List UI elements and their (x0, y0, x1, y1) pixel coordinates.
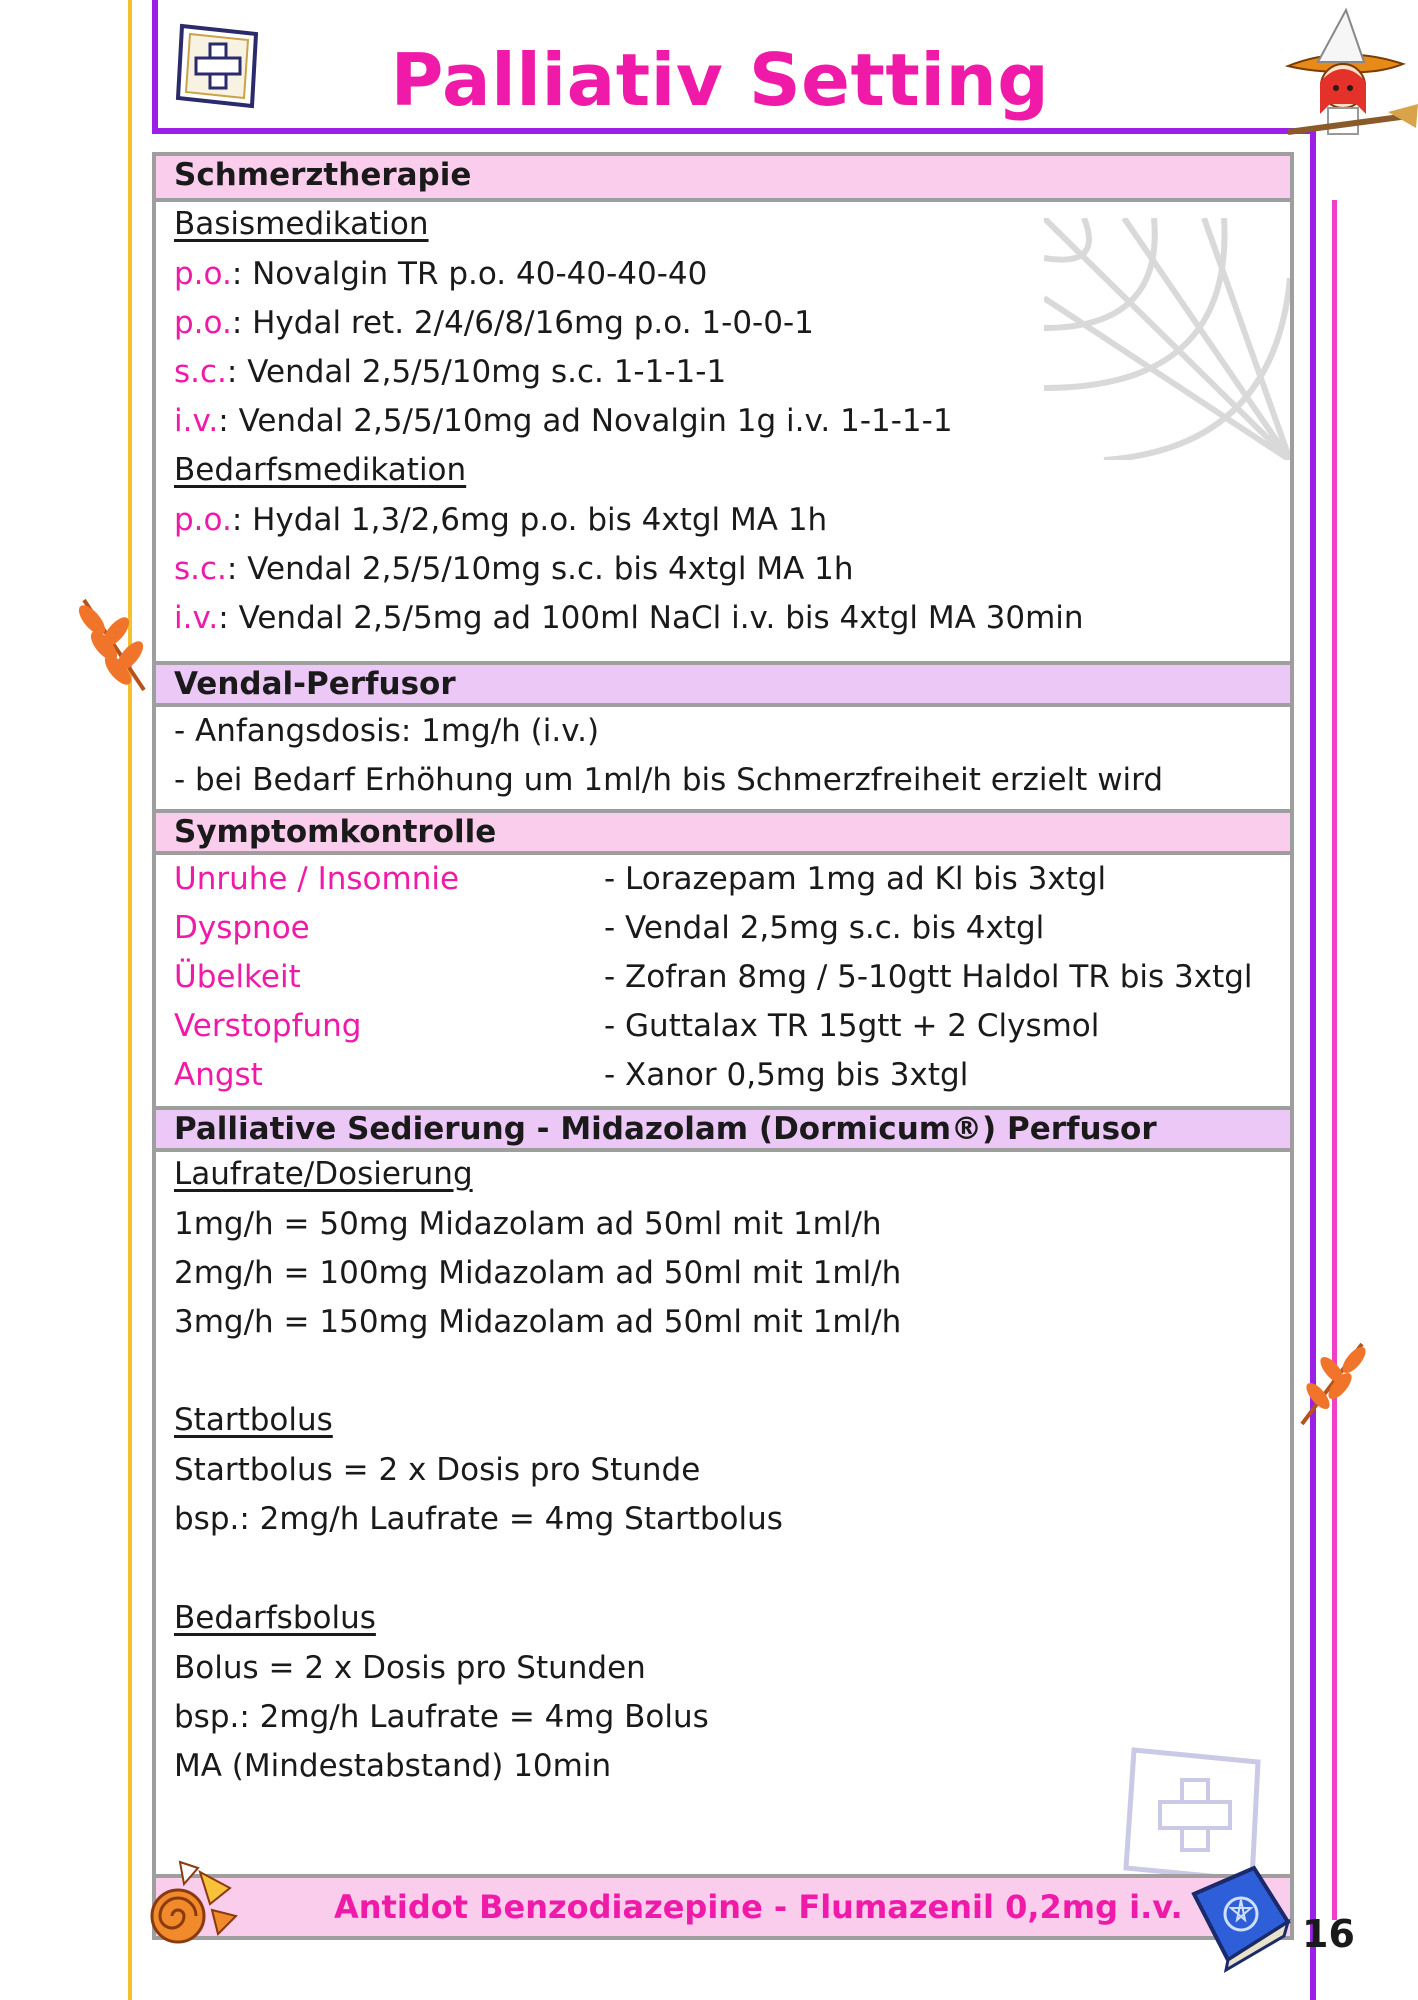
subheading-bedarfsbolus: Bedarfsbolus (174, 1600, 376, 1636)
pink-frame-line-right (1332, 200, 1337, 1920)
bedarfsbolus-line: Bolus = 2 x Dosis pro Stunden (174, 1650, 646, 1686)
route-label: i.v. (174, 600, 219, 636)
purple-frame-line-right (1310, 128, 1316, 2000)
med-line (174, 301, 814, 345)
perfusor-line: - Anfangsdosis: 1mg/h (i.v.) (174, 713, 600, 749)
spider-web-icon (1044, 218, 1290, 460)
med-text: : Vendal 2,5/5/10mg s.c. 1-1-1-1 (226, 354, 727, 390)
med-text: : Vendal 2,5/5/10mg ad Novalgin 1g i.v. 1-1-1-1 (218, 403, 953, 439)
symptom-row (174, 1004, 1284, 1048)
med-text: : Vendal 2,5/5mg ad 100ml NaCl i.v. bis 4xtgl MA 30min (218, 600, 1084, 636)
symptom-name: Übelkeit (174, 959, 301, 995)
bedarfsbolus-line: bsp.: 2mg/h Laufrate = 4mg Bolus (174, 1699, 709, 1735)
bedarfsbolus-line: MA (Mindestabstand) 10min (174, 1748, 612, 1784)
symptom-name: Unruhe / Insomnie (174, 861, 460, 897)
page-number: 16 (1302, 1912, 1355, 1956)
witch-mascot-icon (1268, 4, 1418, 154)
symptom-name: Verstopfung (174, 1008, 362, 1044)
med-text: : Novalgin TR p.o. 40-40-40-40 (231, 256, 708, 292)
med-line (174, 596, 1084, 640)
gold-frame-line (128, 0, 132, 2000)
symptom-row (174, 1053, 1284, 1097)
section-header-palliative-sedierung: Palliative Sedierung - Midazolam (Dormicum®) Perfusor (156, 1106, 1290, 1152)
symptom-name: Dyspnoe (174, 910, 310, 946)
section-header-schmerztherapie: Schmerztherapie (156, 156, 1290, 202)
symptom-name: Angst (174, 1057, 263, 1093)
subheading-startbolus: Startbolus (174, 1402, 333, 1438)
symptom-therapy: - Guttalax TR 15gtt + 2 Clysmol (604, 1008, 1100, 1044)
symptom-row (174, 857, 1284, 901)
route-label: p.o. (174, 502, 232, 538)
footer-antidot: Antidot Benzodiazepine - Flumazenil 0,2mg i.v. (334, 1888, 1183, 1926)
symptom-row (174, 955, 1284, 999)
route-label: s.c. (174, 551, 227, 587)
subheading-basismedikation: Basismedikation (174, 206, 429, 242)
candy-corn-icon (140, 1858, 240, 1948)
route-label: i.v. (174, 403, 219, 439)
route-label: p.o. (174, 256, 232, 292)
laufrate-line: 1mg/h = 50mg Midazolam ad 50ml mit 1ml/h (174, 1206, 882, 1242)
startbolus-line: Startbolus = 2 x Dosis pro Stunde (174, 1452, 701, 1488)
symptom-therapy: - Lorazepam 1mg ad Kl bis 3xtgl (604, 861, 1107, 897)
route-label: s.c. (174, 354, 227, 390)
med-line (174, 399, 953, 443)
perfusor-line: - bei Bedarf Erhöhung um 1ml/h bis Schmerzfreiheit erzielt wird (174, 762, 1164, 798)
laufrate-line: 3mg/h = 150mg Midazolam ad 50ml mit 1ml/h (174, 1304, 902, 1340)
autumn-leaf-icon (64, 590, 160, 700)
route-label: p.o. (174, 305, 232, 341)
med-line (174, 350, 726, 394)
med-line (174, 547, 854, 591)
symptom-therapy: - Zofran 8mg / 5-10gtt Haldol TR bis 3xtgl (604, 959, 1253, 995)
startbolus-line: bsp.: 2mg/h Laufrate = 4mg Startbolus (174, 1501, 783, 1537)
med-text: : Hydal 1,3/2,6mg p.o. bis 4xtgl MA 1h (231, 502, 828, 538)
content-card (152, 152, 1294, 1940)
section-header-symptomkontrolle: Symptomkontrolle (156, 809, 1290, 855)
symptom-row (174, 906, 1284, 950)
spell-book-icon (1184, 1864, 1294, 1974)
symptom-therapy: - Xanor 0,5mg bis 3xtgl (604, 1057, 969, 1093)
subheading-laufrate: Laufrate/Dosierung (174, 1156, 473, 1192)
symptom-therapy: - Vendal 2,5mg s.c. bis 4xtgl (604, 910, 1045, 946)
purple-frame-line-top (152, 128, 1292, 134)
subheading-bedarfsmedikation: Bedarfsmedikation (174, 452, 467, 488)
footer-bar (156, 1874, 1290, 1936)
page-title: Palliativ Setting (390, 38, 1050, 122)
autumn-leaf-icon (1292, 1334, 1380, 1434)
med-line (174, 498, 827, 542)
med-text: : Hydal ret. 2/4/6/8/16mg p.o. 1-0-0-1 (231, 305, 814, 341)
purple-frame-line-left (152, 0, 158, 134)
section-header-vendal-perfusor: Vendal-Perfusor (156, 661, 1290, 707)
med-text: : Vendal 2,5/5/10mg s.c. bis 4xtgl MA 1h (226, 551, 854, 587)
laufrate-line: 2mg/h = 100mg Midazolam ad 50ml mit 1ml/h (174, 1255, 902, 1291)
med-line (174, 252, 707, 296)
